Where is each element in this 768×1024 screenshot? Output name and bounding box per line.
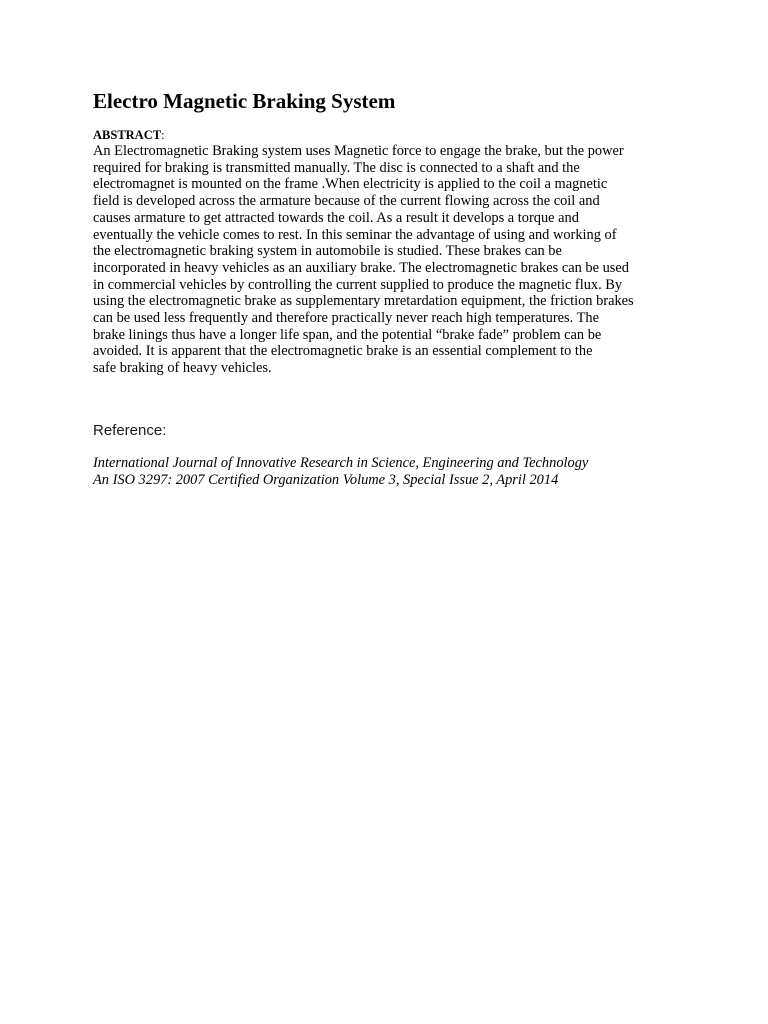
abstract-body <box>93 143 693 377</box>
abstract-colon: : <box>161 128 165 142</box>
abstract-line: avoided. It is apparent that the electromagnetic brake is an essential complement to the <box>93 343 593 360</box>
reference-line: International Journal of Innovative Research in Science, Engineering and Technology <box>93 455 589 471</box>
abstract-line: eventually the vehicle comes to rest. In this seminar the advantage of using and working of <box>93 226 617 243</box>
abstract-line: safe braking of heavy vehicles. <box>93 360 272 377</box>
abstract-line: field is developed across the armature because of the current flowing across the coil and <box>93 193 600 210</box>
abstract-heading <box>93 127 693 143</box>
abstract-line: required for braking is transmitted manually. The disc is connected to a shaft and the <box>93 159 580 176</box>
abstract-line: in commercial vehicles by controlling the current supplied to produce the magnetic flux. By <box>93 276 623 293</box>
document-title: Electro Magnetic Braking System <box>93 89 396 113</box>
reference-heading: Reference: <box>93 422 167 439</box>
reference-citation <box>93 455 588 489</box>
abstract-line: causes armature to get attracted towards the coil. As a result it develops a torque and <box>93 209 579 226</box>
abstract-line: using the electromagnetic brake as supplementary mretardation equipment, the friction brakes <box>93 293 634 310</box>
abstract-line: incorporated in heavy vehicles as an auxiliary brake. The electromagnetic brakes can be used <box>93 259 629 276</box>
abstract-line: An Electromagnetic Braking system uses Magnetic force to engage the brake, but the power <box>93 143 624 159</box>
abstract-line: brake linings thus have a longer life span, and the potential “brake fade” problem can be <box>93 326 602 343</box>
abstract-line: electromagnet is mounted on the frame .When electricity is applied to the coil a magnetic <box>93 176 608 193</box>
reference-line: An ISO 3297: 2007 Certified Organization Volume 3, Special Issue 2, April 2014 <box>93 472 559 488</box>
abstract-section <box>93 127 693 377</box>
abstract-label: ABSTRACT <box>93 128 162 142</box>
abstract-line: can be used less frequently and therefore practically never reach high temperatures. The <box>93 310 599 327</box>
abstract-line: the electromagnetic braking system in automobile is studied. These brakes can be <box>93 243 562 260</box>
